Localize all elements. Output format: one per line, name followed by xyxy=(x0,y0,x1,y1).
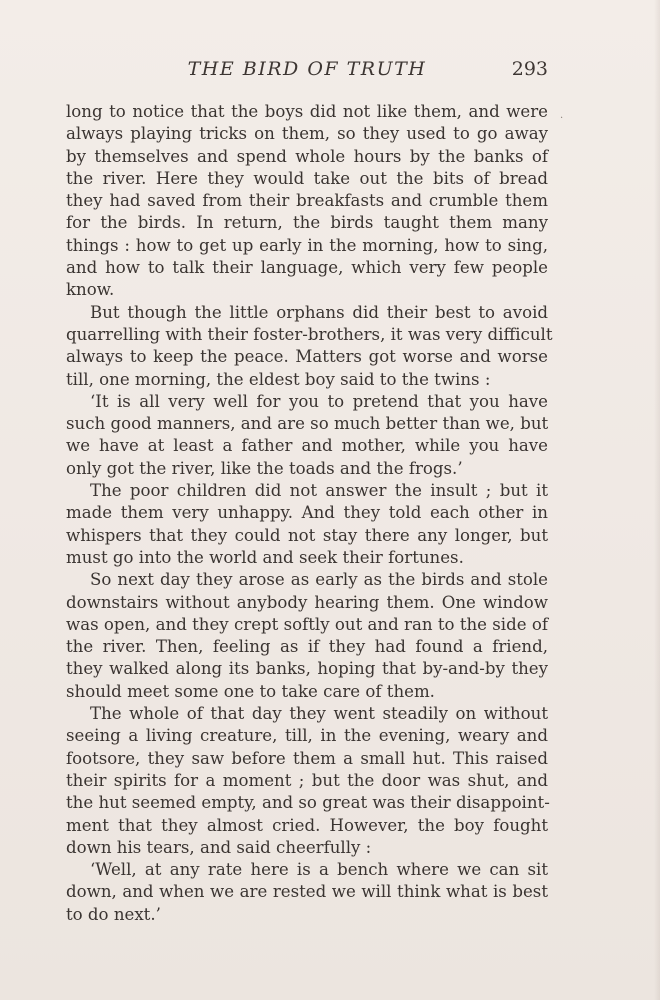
text-line: down his tears, and said cheerfully : xyxy=(66,837,372,857)
text-line: they had saved from their breakfasts and crumble them xyxy=(66,191,548,211)
body-text xyxy=(66,101,553,926)
page-edge-shadow xyxy=(654,0,660,1000)
text-line: and how to talk their language, which very few people xyxy=(66,258,548,278)
text-line: only got the river, like the toads and the frogs.’ xyxy=(66,458,463,478)
text-line: things : how to get up early in the morning, how to sing, xyxy=(66,235,548,255)
text-line: always playing tricks on them, so they used to go away xyxy=(66,124,548,144)
text-line: the hut seemed empty, and so great was their disappoint- xyxy=(66,793,550,813)
stray-mark: . xyxy=(560,110,564,121)
text-line: So next day they arose as early as the birds and stole xyxy=(90,570,548,590)
text-line: footsore, they saw before them a small hut. This raised xyxy=(66,748,548,768)
text-line: the river. Then, feeling as if they had found a friend, xyxy=(66,637,548,657)
text-line: ‘It is all very well for you to pretend that you have xyxy=(90,391,548,411)
text-line: seeing a living creature, till, in the evening, weary and xyxy=(66,726,548,746)
text-line: such good manners, and are so much better than we, but xyxy=(66,414,549,434)
text-line: must go into the world and seek their fortunes. xyxy=(66,547,464,567)
text-line: ment that they almost cried. However, the boy fought xyxy=(66,815,548,835)
text-line: till, one morning, the eldest boy said to the twins : xyxy=(66,369,491,389)
text-line: should meet some one to take care of them. xyxy=(66,681,435,701)
text-line: for the birds. In return, the birds taught them many xyxy=(66,213,548,233)
text-line: The poor children did not answer the insult ; but it xyxy=(90,481,548,501)
text-line: to do next.’ xyxy=(66,904,161,924)
text-line: long to notice that the boys did not like them, and were xyxy=(66,102,548,121)
text-line: was open, and they crept softly out and ran to the side of xyxy=(66,614,548,634)
text-line: they walked along its banks, hoping that by-and-by they xyxy=(66,659,548,679)
text-line: whispers that they could not stay there any longer, but xyxy=(66,525,548,545)
text-line: always to keep the peace. Matters got worse and worse xyxy=(66,347,548,367)
text-line: But though the little orphans did their best to avoid xyxy=(90,302,548,322)
text-line: The whole of that day they went steadily on without xyxy=(90,704,548,724)
text-line: quarrelling with their foster-brothers, it was very difficult xyxy=(66,324,553,344)
text-line: made them very unhappy. And they told each other in xyxy=(66,503,548,523)
text-line: we have at least a father and mother, while you have xyxy=(66,436,548,456)
text-line: by themselves and spend whole hours by the banks of xyxy=(66,146,548,166)
text-line: their spirits for a moment ; but the door was shut, and xyxy=(66,770,548,790)
running-head xyxy=(66,58,548,84)
text-line: ‘Well, at any rate here is a bench where we can sit xyxy=(90,860,548,880)
text-line: know. xyxy=(66,280,115,300)
running-title: THE BIRD OF TRUTH xyxy=(187,58,427,80)
text-line: downstairs without anybody hearing them. One window xyxy=(66,592,548,612)
text-line: the river. Here they would take out the bits of bread xyxy=(66,168,548,188)
page-number: 293 xyxy=(511,58,548,80)
text-line: down, and when we are rested we will think what is best xyxy=(66,882,548,902)
